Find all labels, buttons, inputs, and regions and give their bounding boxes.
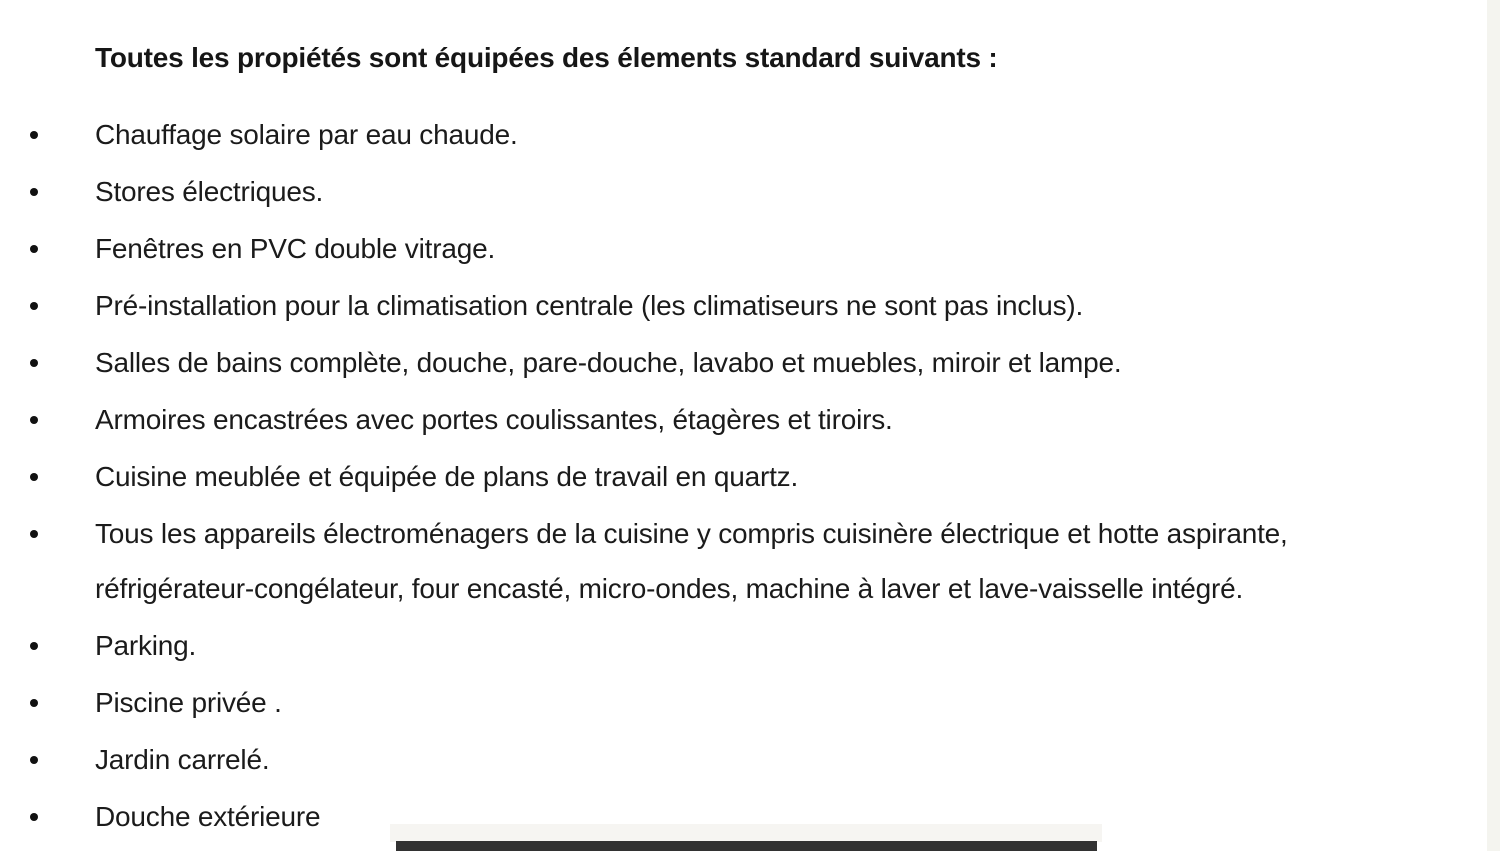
bullet-icon xyxy=(30,245,38,253)
page-right-edge xyxy=(1487,0,1500,851)
list-item xyxy=(0,618,1500,673)
list-item-text: Fenêtres en PVC double vitrage. xyxy=(95,233,496,264)
list-item-text: Chauffage solaire par eau chaude. xyxy=(95,119,518,150)
list-item-text: Piscine privée . xyxy=(95,687,282,718)
bullet-icon xyxy=(30,813,38,821)
list-item xyxy=(0,449,1500,504)
list-item-text: Jardin carrelé. xyxy=(95,744,270,775)
bullet-icon xyxy=(30,302,38,310)
bullet-icon xyxy=(30,131,38,139)
list-item xyxy=(0,335,1500,390)
list-item-text: Parking. xyxy=(95,630,197,661)
list-item xyxy=(0,164,1500,219)
list-item xyxy=(0,392,1500,447)
bullet-icon xyxy=(30,756,38,764)
page-title: Toutes les propiétés sont équipées des élements standard suivants : xyxy=(95,42,998,73)
next-section-top-bar xyxy=(396,841,1097,851)
list-item-text: Tous les appareils électroménagers de la cuisine y compris cuisinère électrique et hotte aspirante, réfrigérateur-congélateur, four encasté, micro-ondes, machine à laver et lave-vaisselle intégré. xyxy=(95,518,1288,604)
list-item-text: Pré-installation pour la climatisation centrale (les climatiseurs ne sont pas inclus). xyxy=(95,290,1084,321)
list-item xyxy=(0,675,1500,730)
list-item-text: Armoires encastrées avec portes coulissantes, étagères et tiroirs. xyxy=(95,404,893,435)
bullet-list xyxy=(0,107,1500,846)
bullet-icon xyxy=(30,699,38,707)
list-item-text: Douche extérieure xyxy=(95,801,321,832)
list-item-text: Stores électriques. xyxy=(95,176,324,207)
list-item xyxy=(0,506,1500,616)
next-section-shadow xyxy=(390,824,1102,842)
bullet-icon xyxy=(30,530,38,538)
bullet-icon xyxy=(30,642,38,650)
list-item xyxy=(0,107,1500,162)
list-item xyxy=(0,732,1500,787)
list-item-text: Cuisine meublée et équipée de plans de travail en quartz. xyxy=(95,461,799,492)
list-item-text: Salles de bains complète, douche, pare-douche, lavabo et muebles, miroir et lampe. xyxy=(95,347,1122,378)
bullet-icon xyxy=(30,473,38,481)
list-item xyxy=(0,221,1500,276)
list-item xyxy=(0,278,1500,333)
bullet-icon xyxy=(30,359,38,367)
bullet-icon xyxy=(30,188,38,196)
bullet-icon xyxy=(30,416,38,424)
